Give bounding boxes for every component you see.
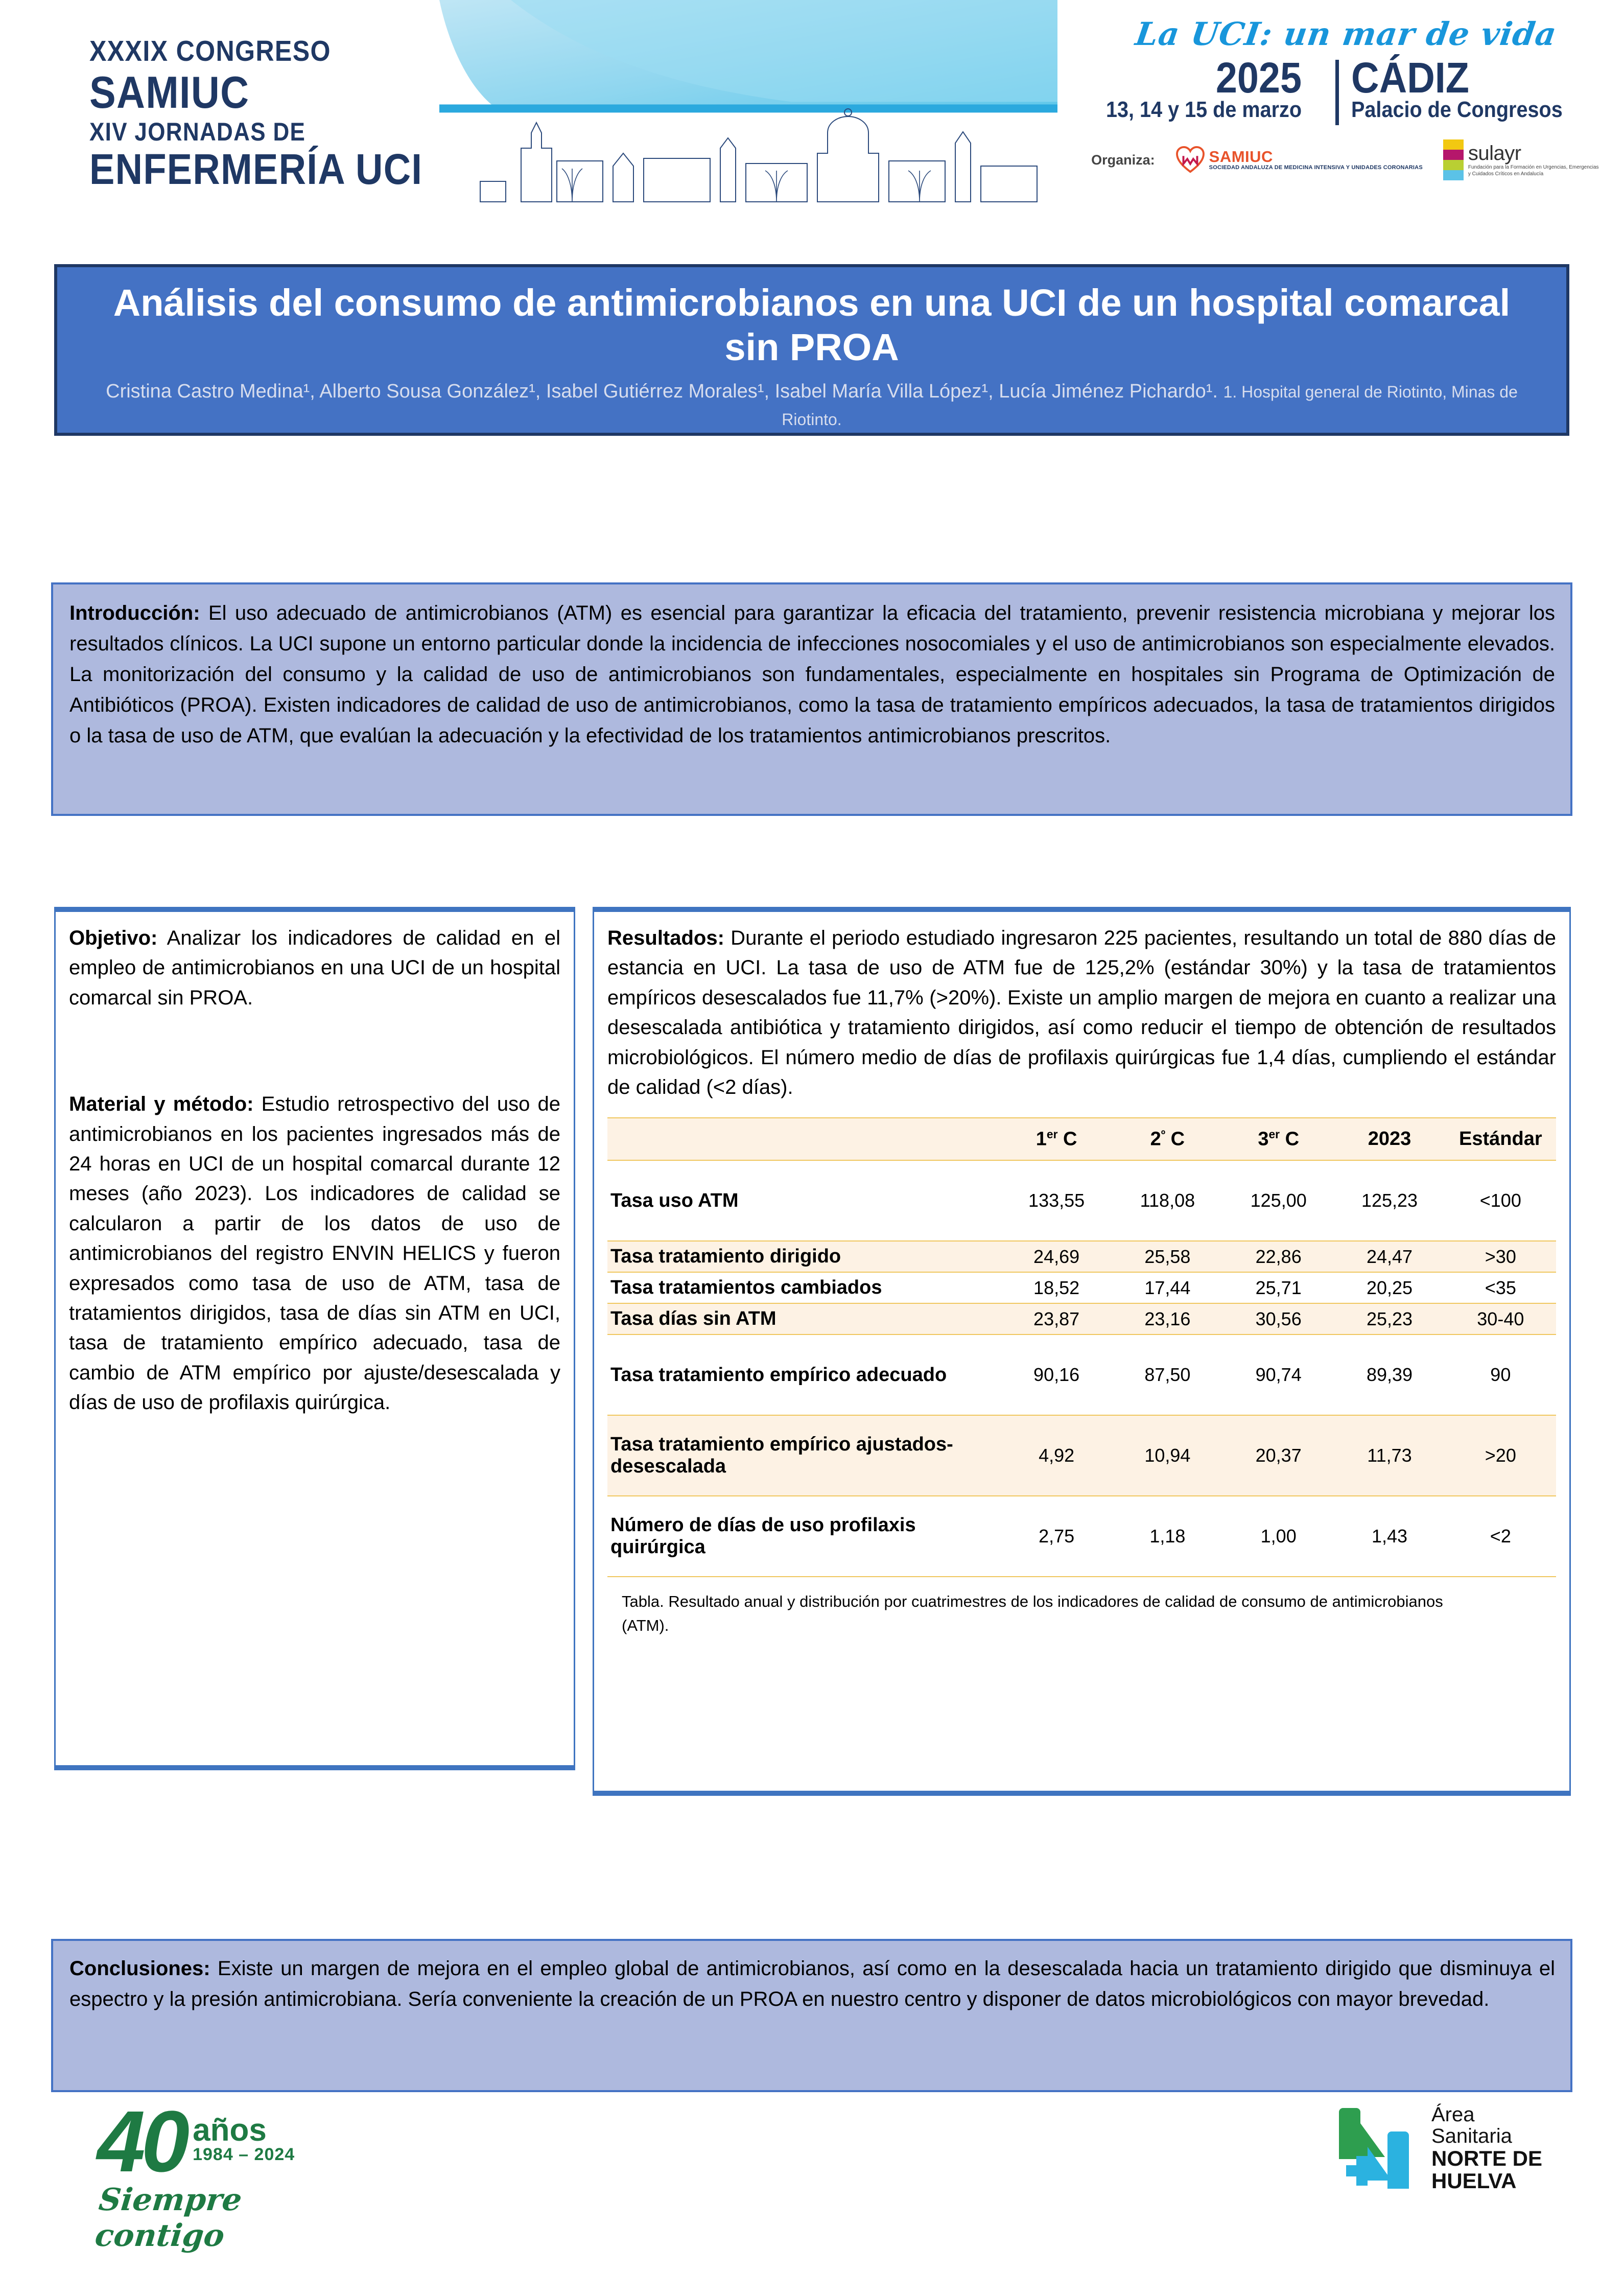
table-cell-value: 25,23	[1334, 1303, 1445, 1334]
author-list	[88, 378, 1536, 433]
table-cell-value: 10,94	[1112, 1415, 1223, 1496]
material-metodo-heading: Material y método:	[69, 1093, 254, 1116]
objetivo-heading: Objetivo:	[69, 927, 158, 949]
resultados-text: Durante el periodo estudiado ingresaron 225 pacientes, resultando un total de 880 días de estancia en UCI. La tasa de uso de ATM fue de 125,2% (estándar 30%) y la tasa de tratamientos empíricos desescalados fue 11,7% (>20%). Existe un amplio margen de mejora en cuanto a realizar una desescalada antibiótica y tratamiento dirigidos, así como reducir el tiempo de obtención de resultados microbiológicos. El número medio de días de profilaxis quirúrgicas fue 1,4 días, cumpliendo el estándar de calidad (<2 días).	[607, 927, 1556, 1098]
conclusiones-paragraph	[69, 1953, 1555, 2014]
congress-line-1: XXXIX CONGRESO	[89, 35, 331, 67]
introduccion-paragraph	[69, 598, 1555, 751]
page-title: Análisis del consumo de antimicrobianos en una UCI de un hospital comarcal sin PROA	[113, 282, 1511, 369]
table-cell-value: <35	[1445, 1272, 1556, 1303]
table-cell-value: >30	[1445, 1241, 1556, 1272]
table-cell-value: 23,87	[1001, 1303, 1112, 1334]
authors-names: Cristina Castro Medina¹, Alberto Sousa González¹, Isabel Gutiérrez Morales¹, Isabel María Villa López¹, Lucía Jiménez Pichardo¹.	[106, 380, 1218, 402]
congress-line-2: SAMIUC	[89, 67, 250, 118]
column-spacer	[69, 1013, 560, 1089]
col-header-year: 2023	[1334, 1118, 1445, 1160]
table-row	[607, 1160, 1556, 1241]
health-area-line-4: HUELVA	[1431, 2169, 1517, 2193]
anniversary-logo	[93, 2093, 363, 2274]
poster-title-block	[54, 264, 1569, 436]
congress-dateline	[1088, 54, 1604, 125]
anniversary-number: 40	[97, 2093, 186, 2190]
anniversary-slogan: Siempre contigo	[93, 2182, 244, 2254]
congress-line-4: ENFERMERÍA UCI	[89, 145, 423, 193]
samiuc-logo	[1175, 146, 1423, 174]
table-row	[607, 1272, 1556, 1303]
organizers-row	[1088, 139, 1604, 180]
table-cell-value: 1,43	[1334, 1496, 1445, 1577]
table-cell-value: 11,73	[1334, 1415, 1445, 1496]
health-area-logo	[1334, 2100, 1542, 2197]
conclusiones-heading: Conclusiones:	[69, 1957, 210, 1980]
health-area-line-2: Sanitaria	[1431, 2125, 1512, 2148]
sulayr-logo	[1443, 139, 1601, 180]
material-metodo-text: Estudio retrospectivo del uso de antimicrobianos en los pacientes ingresados más de 24 horas en UCI de un hospital comarcal durante 12 meses (año 2023). Los indicadores de calidad se calcularon a partir de los datos de uso de antimicrobianos del registro ENVIN HELICS y fueron expresados como tasa de uso de ATM, tasa de tratamientos dirigidos, tasa de días sin ATM en UCI, tasa de tratamiento empírico adecuado, tasa de cambio de ATM empírico por ajuste/desescalada y días de uso de profilaxis quirúrgica.	[69, 1093, 560, 1414]
table-cell-value: 20,25	[1334, 1272, 1445, 1303]
resultados-paragraph	[607, 923, 1556, 1102]
table-cell-value: 133,55	[1001, 1160, 1112, 1241]
congress-tagline: La UCI: un mar de vida	[1133, 15, 1559, 53]
congress-dates: 13, 14 y 15 de marzo	[1105, 97, 1302, 122]
table-cell-value: 22,86	[1223, 1241, 1334, 1272]
table-caption: Tabla. Resultado anual y distribución por cuatrimestres de los indicadores de calidad de consumo de antimicrobianos (ATM).	[622, 1592, 1443, 1635]
cadiz-cityscape-outline	[470, 72, 1057, 204]
cadiz-skyline-illustration	[439, 0, 1057, 204]
introduccion-text: El uso adecuado de antimicrobianos (ATM) es esencial para garantizar la eficacia del tratamiento, prevenir resistencia microbiana y mejorar los resultados clínicos. La UCI supone un entorno particular donde la incidencia de infecciones nosocomiales y el uso de antimicrobianos son especialmente elevados. La monitorización del consumo y la calidad de uso de antimicrobianos son fundamentales, especialmente en hospitales sin Programa de Optimización de Antibióticos (PROA). Existen indicadores de calidad de uso de antimicrobianos, como la tasa de tratamiento empíricos adecuados, la tasa de tratamientos dirigidos o la tasa de uso de ATM, que evalúan la adecuación y la efectividad de los tratamientos antimicrobianos prescritos.	[69, 602, 1555, 747]
sulayr-color-blocks	[1443, 139, 1464, 180]
table-cell-value: 24,47	[1334, 1241, 1445, 1272]
table-cell-value: 25,58	[1112, 1241, 1223, 1272]
table-row-label: Tasa tratamiento empírico adecuado	[607, 1334, 1001, 1415]
anniversary-word: años	[193, 2112, 267, 2148]
table-cell-value: 87,50	[1112, 1334, 1223, 1415]
table-row-label: Número de días de uso profilaxis quirúrgica	[607, 1496, 1001, 1577]
table-body	[607, 1160, 1556, 1577]
table-cell-value: 17,44	[1112, 1272, 1223, 1303]
quality-indicators-table	[607, 1117, 1556, 1577]
table-row	[607, 1334, 1556, 1415]
table-cell-value: 20,37	[1223, 1415, 1334, 1496]
resultados-heading: Resultados:	[607, 927, 724, 949]
table-cell-value: 118,08	[1112, 1160, 1223, 1241]
col-header-c2: $2^º$ C	[1112, 1118, 1223, 1160]
table-cell-value: 4,92	[1001, 1415, 1112, 1496]
congress-line-3: XIV JORNADAS DE	[89, 118, 306, 146]
table-cell-value: >20	[1445, 1415, 1556, 1496]
congress-year: 2025	[1215, 54, 1302, 102]
sulayr-subtitle: Fundación para la Formación en Urgencias, Emergencias y Cuidados Críticos en Andalucía	[1468, 165, 1599, 177]
material-metodo-paragraph	[69, 1089, 560, 1417]
section-introduccion	[51, 582, 1572, 816]
objetivo-text: Analizar los indicadores de calidad en el empleo de antimicrobianos en una UCI de un hospital comarcal sin PROA.	[69, 927, 560, 1009]
congress-venue: Palacio de Congresos	[1351, 97, 1563, 122]
introduccion-heading: Introducción:	[69, 602, 200, 624]
table-head	[607, 1118, 1556, 1160]
table-row	[607, 1241, 1556, 1272]
objetivo-paragraph	[69, 923, 560, 1013]
table-cell-value: 18,52	[1001, 1272, 1112, 1303]
dateline-divider	[1335, 60, 1339, 125]
table-row-label: Tasa días sin ATM	[607, 1303, 1001, 1334]
table-row	[607, 1303, 1556, 1334]
samiuc-name: SAMIUC	[1209, 147, 1273, 166]
table-cell-value: 2,75	[1001, 1496, 1112, 1577]
table-row	[607, 1415, 1556, 1496]
conclusiones-text: Existe un margen de mejora en el empleo global de antimicrobianos, así como en la desescalada hacia un tratamiento dirigido que disminuya el espectro y la presión antimicrobiana. Sería conveniente la creación de un PROA en nuestro centro y disponer de datos microbiológicos con mayor brevedad.	[69, 1957, 1555, 2010]
table-cell-value: 25,71	[1223, 1272, 1334, 1303]
col-header-indicator	[607, 1118, 1001, 1160]
organiza-label: Organiza:	[1091, 152, 1155, 168]
heart-icon	[1175, 146, 1205, 174]
table-cell-value: 89,39	[1334, 1334, 1445, 1415]
table-row-label: Tasa uso ATM	[607, 1160, 1001, 1241]
section-resultados	[593, 907, 1571, 1796]
col-header-standard: Estándar	[1445, 1118, 1556, 1160]
table-cell-value: 125,00	[1223, 1160, 1334, 1241]
sulayr-name: sulayr	[1468, 142, 1521, 165]
table-cell-value: 23,16	[1112, 1303, 1223, 1334]
table-cell-value: 30-40	[1445, 1303, 1556, 1334]
anniversary-years: 1984 – 2024	[193, 2144, 295, 2164]
table-cell-value: <100	[1445, 1160, 1556, 1241]
section-conclusiones	[51, 1939, 1572, 2092]
table-cell-value: 24,69	[1001, 1241, 1112, 1272]
congress-meta	[1088, 15, 1604, 180]
table-cell-value: 30,56	[1223, 1303, 1334, 1334]
table-cell-value: 90,74	[1223, 1334, 1334, 1415]
table-row-label: Tasa tratamiento empírico ajustados-desescalada	[607, 1415, 1001, 1496]
table-row-label: Tasa tratamientos cambiados	[607, 1272, 1001, 1303]
congress-identity	[89, 37, 467, 191]
table-cell-value: 125,23	[1334, 1160, 1445, 1241]
health-area-line-3: NORTE DE	[1431, 2146, 1542, 2170]
congress-city: CÁDIZ	[1351, 54, 1470, 102]
table-header-row	[607, 1118, 1556, 1160]
samiuc-subtitle: SOCIEDAD ANDALUZA DE MEDICINA INTENSIVA Y UNIDADES CORONARIAS	[1209, 164, 1423, 171]
section-objetivo-material	[54, 907, 575, 1770]
col-header-c1: 1er C	[1001, 1118, 1112, 1160]
author-affiliation: 1. Hospital general de Riotinto, Minas de Riotinto.	[782, 382, 1518, 429]
table-cell-value: 1,18	[1112, 1496, 1223, 1577]
congress-header-banner	[0, 0, 1624, 245]
health-area-line-1: Área	[1431, 2103, 1475, 2126]
table-cell-value: <2	[1445, 1496, 1556, 1577]
table-cell-value: 90,16	[1001, 1334, 1112, 1415]
table-row	[607, 1496, 1556, 1577]
table-row-label: Tasa tratamiento dirigido	[607, 1241, 1001, 1272]
col-header-c3: 3er C	[1223, 1118, 1334, 1160]
table-cell-value: 90	[1445, 1334, 1556, 1415]
n-monogram-icon	[1334, 2100, 1418, 2197]
table-cell-value: 1,00	[1223, 1496, 1334, 1577]
